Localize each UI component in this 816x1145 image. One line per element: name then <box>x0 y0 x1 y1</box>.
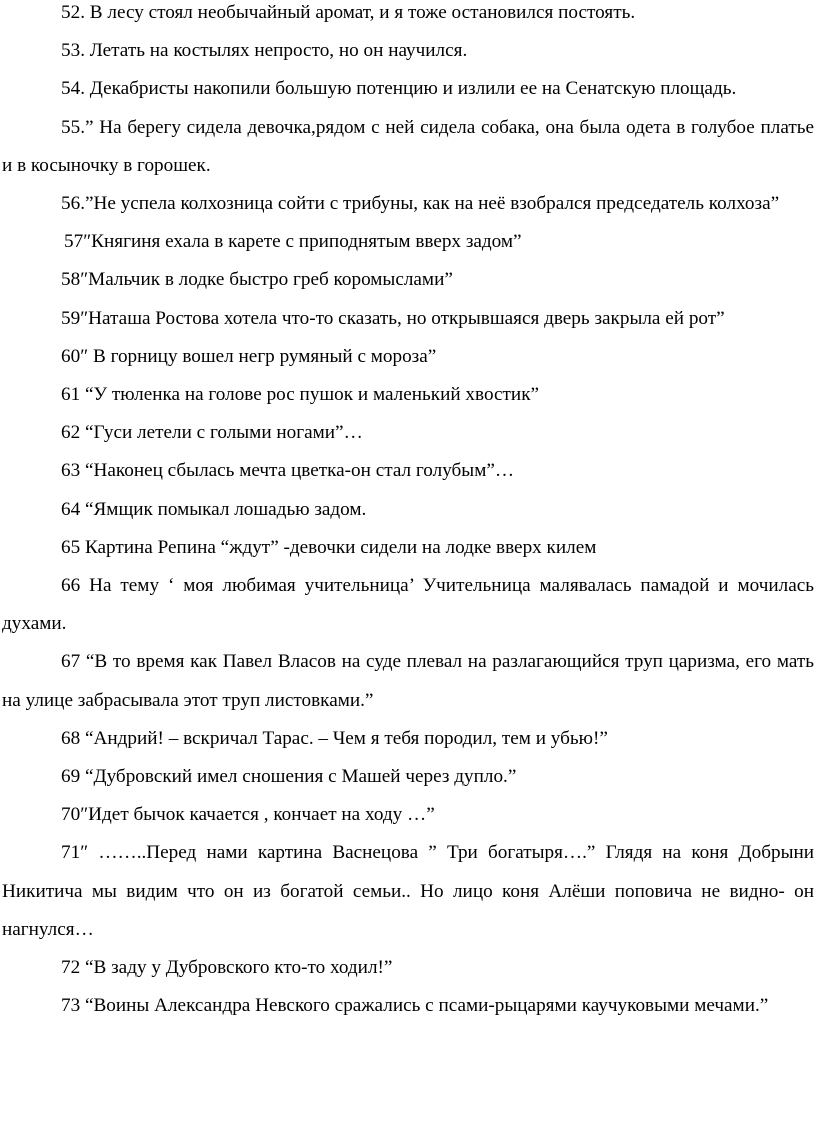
paragraph-69: 69 “Дубровский имел сношения с Машей через дупло.” <box>61 766 517 788</box>
paragraph-65: 65 Картина Репина “ждут” -девочки сидели на лодке вверх килем <box>61 536 597 558</box>
paragraph-64: 64 “Ямщик помыкал лошадью задом. <box>61 498 367 520</box>
paragraph-66: 66 На тему ‘ моя любимая учительница’ Учительница малявалась памадой и мочилась духами. <box>2 575 814 635</box>
paragraph-53: 53. Летать на костылях непросто, но он научился. <box>61 40 468 62</box>
paragraph-70: 70″Идет бычок качается , кончает на ходу …” <box>61 804 435 826</box>
paragraph-52: 52. В лесу стоял необычайный аромат, и я тоже остановился постоять. <box>61 2 636 23</box>
paragraph-60: 60″ В горницу вошел негр румяный с мороза” <box>61 345 437 367</box>
paragraph-54: 54. Декабристы накопили большую потенцию и излили ее на Сенатскую площадь. <box>61 78 737 100</box>
paragraph-56: 56.”Не успела колхозница сойти с трибуны, как на неё взобрался председатель колхоза” <box>61 193 780 215</box>
paragraph-55: 55.” На берегу сидела девочка,рядом с ней сидела собака, она была одета в голубое платье и в косыночку в горошек. <box>2 116 814 176</box>
paragraph-71: 71″ ……..Перед нами картина Васнецова ” Три богатыря….” Глядя на коня Добрыни Никитича мы видим что он из богатой семьи.. Но лицо коня Алёши поповича не видно- он нагнулся… <box>2 842 814 940</box>
paragraph-58: 58″Мальчик в лодке быстро греб коромыслами” <box>61 269 453 291</box>
paragraph-72: 72 “В заду у Дубровского кто-то ходил!” <box>61 957 393 979</box>
paragraph-61: 61 “У тюленка на голове рос пушок и маленький хвостик” <box>61 384 540 406</box>
paragraph-62: 62 “Гуси летели с голыми ногами”… <box>61 422 363 444</box>
paragraph-68: 68 “Андрий! – вскричал Тарас. – Чем я тебя породил, тем и убью!” <box>61 727 608 749</box>
paragraph-59: 59″Наташа Ростова хотела что-то сказать, но открывшаяся дверь закрыла ей рот” <box>61 307 725 329</box>
paragraph-63: 63 “Наконец сбылась мечта цветка-он стал голубым”… <box>61 460 515 482</box>
paragraph-73: 73 “Воины Александра Невского сражались с псами-рыцарями каучуковыми мечами.” <box>61 995 769 1017</box>
paragraph-57: 57″Княгиня ехала в карете с приподнятым вверх задом” <box>64 231 522 253</box>
paragraph-67: 67 “В то время как Павел Власов на суде плевал на разлагающийся труп царизма, его мать на улице забрасывала этот труп листовками.” <box>2 651 814 711</box>
